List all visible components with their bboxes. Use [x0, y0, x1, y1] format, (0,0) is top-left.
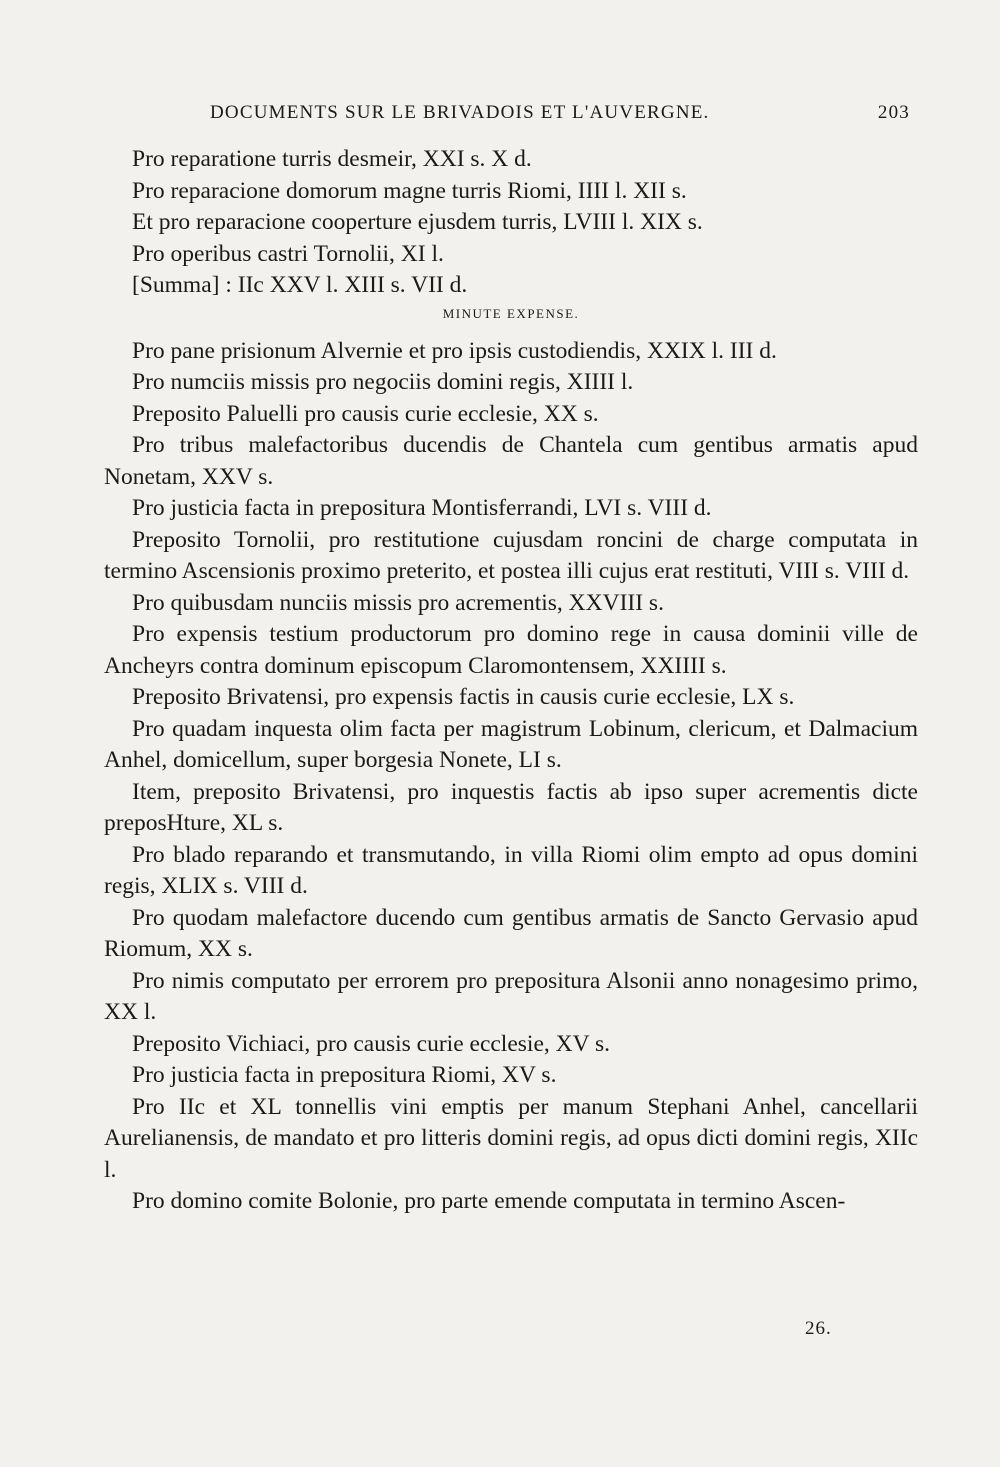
entry-paragraph: Pro numciis missis pro negociis domini regis, XIIII l.	[132, 369, 634, 395]
document-body	[104, 144, 918, 1218]
entry-paragraph: Pro blado reparando et transmutando, in villa Riomi olim empto ad opus domini regis, XLIX s. VIII d.	[104, 841, 918, 899]
entry-paragraph: Et pro reparacione cooperture ejusdem turris, LVIII l. XIX s.	[132, 209, 703, 235]
summa-paragraph: [Summa] : IIc XXV l. XIII s. VII d.	[132, 272, 468, 298]
entry-paragraph: Pro quodam malefactore ducendo cum gentibus armatis de Sancto Gervasio apud Riomum, XX s.	[104, 904, 918, 962]
entry-paragraph: Item, preposito Brivatensi, pro inquestis factis ab ipso super acrementis dicte preposHture, XL s.	[104, 778, 918, 836]
entry-paragraph: Pro IIc et XL tonnellis vini emptis per manum Stephani Anhel, cancellarii Aurelianensis, de mandato et pro litteris domini regis, ad opus dicti domini regis, XIIc l.	[104, 1093, 918, 1183]
section-heading: MINUTE EXPENSE.	[442, 305, 580, 321]
entry-paragraph: Pro reparatione turris desmeir, XXI s. X d.	[132, 146, 532, 172]
entry-paragraph: Pro expensis testium productorum pro domino rege in causa dominii ville de Ancheyrs contra dominum episcopum Claromontensem, XXIIII s.	[104, 621, 918, 679]
entry-paragraph: Preposito Paluelli pro causis curie ecclesie, XX s.	[132, 400, 599, 427]
entry-paragraph: Pro tribus malefactoribus ducendis de Chantela cum gentibus armatis apud Nonetam, XXV s.	[104, 432, 918, 490]
entry-paragraph: Preposito Brivatensi, pro expensis factis in causis curie ecclesie, LX s.	[132, 684, 795, 710]
entry-paragraph: Pro quibusdam nunciis missis pro acrementis, XXVIII s.	[132, 589, 664, 616]
page-number: 203	[877, 102, 910, 123]
entry-paragraph: Pro quadam inquesta olim facta per magistrum Lobinum, clericum, et Dalmacium Anhel, domicellum, super borgesia Nonete, LI s.	[104, 715, 918, 773]
entry-paragraph: Pro justicia facta in prepositura Riomi, XV s.	[132, 1062, 557, 1088]
entry-paragraph: Pro reparacione domorum magne turris Riomi, IIII l. XII s.	[132, 177, 687, 204]
signature-mark: 26.	[805, 1318, 832, 1339]
entry-paragraph: Pro domino comite Bolonie, pro parte emende computata in termino Ascen-	[132, 1188, 846, 1214]
entry-paragraph: Preposito Vichiaci, pro causis curie ecclesie, XV s.	[132, 1030, 611, 1057]
entry-paragraph: Pro operibus castri Tornolii, XI l.	[132, 240, 444, 267]
header-title: DOCUMENTS SUR LE BRIVADOIS ET L'AUVERGNE.	[210, 102, 710, 123]
entry-paragraph: Pro pane prisionum Alvernie et pro ipsis custodiendis, XXIX l. III d.	[132, 337, 777, 364]
entry-paragraph: Pro justicia facta in prepositura Montisferrandi, LVI s. VIII d.	[132, 495, 712, 521]
entry-paragraph: Pro nimis computato per errorem pro prepositura Alsonii anno nonagesimo primo, XX l.	[104, 967, 918, 1025]
entry-paragraph: Preposito Tornolii, pro restitutione cujusdam roncini de charge computata in termino Ascensionis proximo preterito, et postea illi cujus erat restituti, VIII s. VIII d.	[104, 526, 918, 584]
